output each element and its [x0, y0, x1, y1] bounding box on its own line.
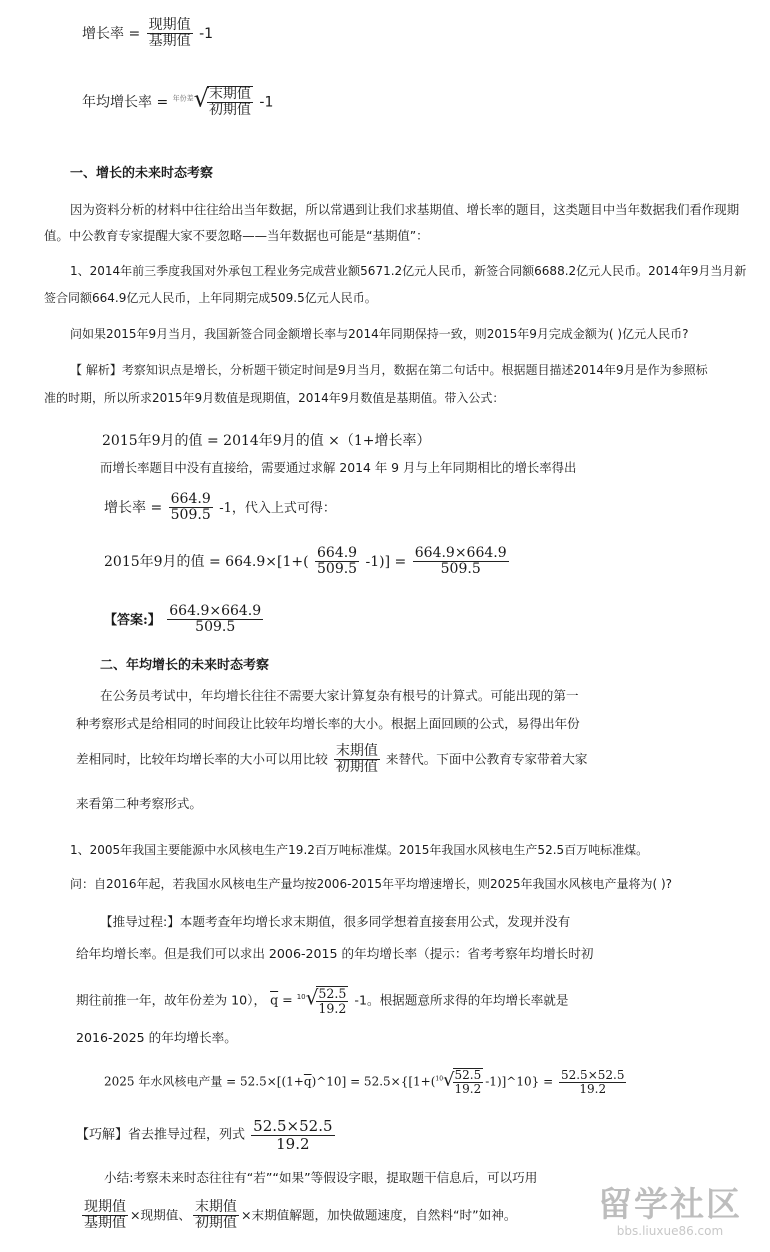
current-base-fraction: $\frac{\text{现期值}}{\text{基期值}}$ [84, 1199, 126, 1232]
equation-2: 增长率 = $\frac{664.9}{509.5}$ -1，代入上式可得： [104, 491, 336, 524]
site-watermark [598, 1177, 742, 1238]
question2-line1: 1、2005年我国主要能源中水风核电生产19.2百万吨标准煤。2015年我国水风核电生产52.5百万吨标准煤。 [70, 843, 649, 857]
derivation-1: 【推导过程:】本题考查年均增长求末期值，很多同学想着直接套用公式，发现并没有 [100, 914, 571, 929]
answer: 【答案:】 $\frac{664.9\times 664.9}{509.5}$ [104, 603, 262, 636]
analysis-line1: 【 解析】考察知识点是增长，分析题干锁定时间是9月当月，数据在第二句话中。根据题目描述2014年9月是作为参照标 [70, 363, 708, 377]
current-over-base-fraction: $\frac{\text{现期值}}{\text{基期值}}$ [148, 17, 191, 50]
fraction-525-192-b: $\frac{52.5}{19.2}$ [454, 1068, 482, 1097]
derivation-4: 2016-2025 的年均增长率。 [76, 1030, 237, 1045]
analysis-line2: 准的时期，所以所求2015年9月数值是现期值，2014年9月数值是基期值。带入公式： [44, 391, 505, 405]
section1-intro-2: 值。中公教育专家提醒大家不要忽略——当年数据也可能是“基期值”： [44, 228, 429, 243]
end-initial-fraction: $\frac{\text{末期值}}{\text{初期值}}$ [335, 743, 378, 776]
section2-p4: 来看第二种考察形式。 [76, 796, 202, 811]
end-initial-fraction-b: $\frac{\text{末期值}}{\text{初期值}}$ [194, 1199, 237, 1232]
section2-p2: 种考察形式是给相同的时间段让比较年均增长率的大小。根据上面回顾的公式，易得出年份 [76, 716, 580, 731]
avg-growth-formula: 年均增长率 = $^{年份差}$√ $\frac{\text{末期值}}{\text{初期值}}$ -1 [82, 84, 274, 119]
section1-heading: 一、增长的未来时态考察 [70, 166, 214, 181]
section2-heading: 二、年均增长的未来时态考察 [100, 658, 270, 673]
fraction-525-192: $\frac{52.5}{19.2}$ [318, 986, 347, 1016]
fraction-product-664: $\frac{664.9\times 664.9}{509.5}$ [414, 545, 507, 578]
root-index: 年份差 [172, 94, 194, 103]
trick-solution: 【巧解】省去推导过程，列式 $\frac{52.5\times 52.5}{19.2}$ [76, 1117, 333, 1153]
summary-1: 小结:考察未来时态往往有“若”“如果”等假设字眼，提取题干信息后，可以巧用 [104, 1170, 538, 1185]
question1-question: 问如果2015年9月当月，我国新签合同金额增长率与2014年同期保持一致，则2015年9月完成金额为( )亿元人民币? [70, 327, 689, 341]
watermark-url: bbs.liuxue86.com [616, 1224, 724, 1238]
question1-line2: 签合同额664.9亿元人民币，上年同期完成509.5亿元人民币。 [44, 291, 377, 305]
fraction-product-525: $\frac{52.5\times 52.5}{19.2}$ [560, 1067, 625, 1096]
summary-2: $\frac{\text{现期值}}{\text{基期值}}$ ×现期值、 $\frac{\text{末期值}}{\text{初期值}}$ ×末期值解题，加快做题速度，自然料“时”如神。 [84, 1199, 517, 1232]
answer-fraction: $\frac{664.9\times 664.9}{509.5}$ [169, 603, 262, 636]
watermark-logo: 留学社区 [598, 1185, 742, 1225]
derivation-3: 期往前推一年，故年份差为 10）， $\overline{q} = ^{10}√$ $\frac{52.5}{19.2}$ -1。根据题意所求得的年均增长率就是 [76, 985, 569, 1016]
equation-3: 2015年9月的值 = 664.9×[1+( $\frac{664.9}{509.5}$ -1)] = $\frac{664.9\times 664.9}{509.5}$ [104, 545, 507, 578]
question2-question: 问：自2016年起，若我国水风核电生产量均按2006-2015年平均增速增长，则2025年我国水风核电产量将为( )? [70, 877, 673, 891]
section1-intro: 因为资料分析的材料中往往给出当年数据，所以常遇到让我们求基期值、增长率的题目，这类题目中当年数据我们看作现期 [70, 202, 740, 217]
derivation-2: 给年均增长率。但是我们可以求出 2006-2015 的年均增长率（提示：省考考察年均增长时初 [76, 946, 594, 961]
fraction-664-509: $\frac{664.9}{509.5}$ [170, 491, 211, 524]
equation-1-note: 而增长率题目中没有直接给，需要通过求解 2014 年 9 月与上年同期相比的增长率得出 [100, 460, 577, 475]
section2-p1: 在公务员考试中，年均增长往往不需要大家计算复杂有根号的计算式。可能出现的第一 [100, 688, 579, 703]
question1-line1: 1、2014年前三季度我国对外承包工程业务完成营业额5671.2亿元人民币，新签合同额6688.2亿元人民币。2014年9月当月新 [70, 264, 747, 278]
equation-4: 2025 年水风核电产量 = $52.5\times[(1+\overline{q})\^{}10] = 52.5\times\{[1+(^{10}√$ $\frac{52.5}{19.2}$ -1)]^10} = $\frac{52.5\times 52.5}{19.2}$ [104, 1067, 625, 1097]
growth-rate-formula: 增长率 = $\frac{\text{现期值}}{\text{基期值}}$ -1 [82, 17, 214, 50]
end-over-initial-fraction: $\frac{\text{末期值}}{\text{初期值}}$ [208, 86, 251, 119]
section2-p3: 差相同时，比较年均增长率的大小可以用比较 $\frac{\text{末期值}}{\text{初期值}}$ 来替代。下面中公教育专家带着大家 [76, 743, 588, 776]
equation-1: 2015年9月的值 = 2014年9月的值 ×（1+增长率） [102, 433, 431, 449]
trick-fraction: $\frac{52.5\times 52.5}{19.2}$ [253, 1117, 333, 1153]
fraction-664-509-b: $\frac{664.9}{509.5}$ [317, 545, 358, 578]
